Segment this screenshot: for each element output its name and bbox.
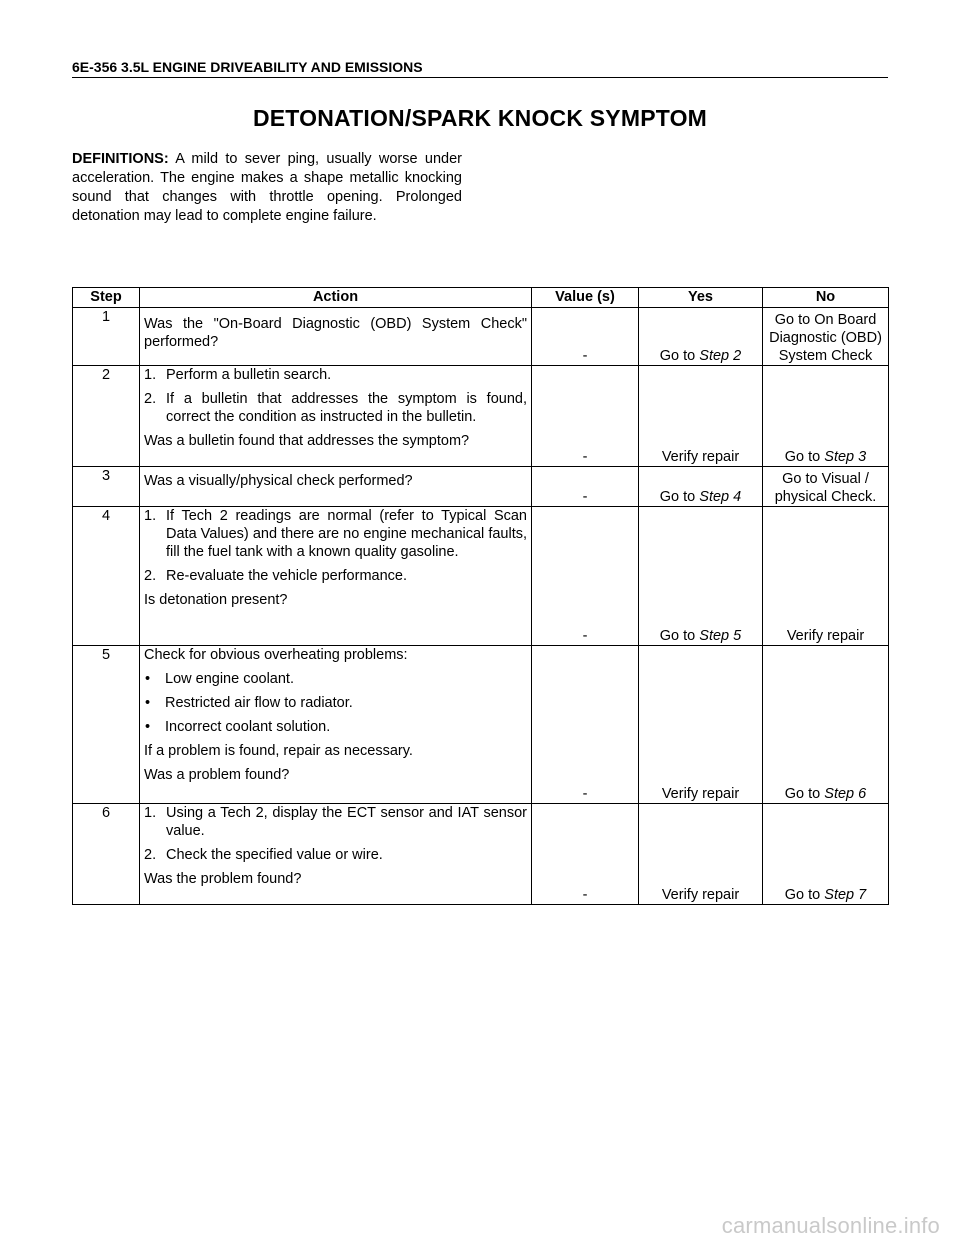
value-cell: -	[532, 366, 639, 467]
action-bullet-item: • Restricted air flow to radiator.	[145, 695, 353, 711]
no-step-ref: Step 6	[824, 786, 867, 802]
table-row	[73, 366, 889, 467]
no-text: Go to On Board Diagnostic (OBD) System Check	[769, 312, 882, 364]
definitions-text: A mild to sever ping, usually worse under acceleration. The engine makes a shape metallic knocking sound that changes with throttle opening. Prolonged detonation may lead to complete engine failure.	[72, 151, 462, 224]
step-number: 2	[73, 366, 140, 467]
col-header-action: Action	[140, 288, 532, 308]
value-cell: -	[532, 507, 639, 646]
yes-step-ref: Step 2	[699, 348, 742, 364]
yes-cell	[639, 366, 763, 467]
yes-cell	[639, 646, 763, 804]
no-cell	[763, 308, 889, 366]
watermark: carmanualsonline.info	[721, 1213, 940, 1238]
no-text: Go to	[784, 887, 825, 903]
action-question: Was the "On-Board Diagnostic (OBD) System Check" performed?	[144, 316, 527, 350]
action-cell	[140, 467, 532, 507]
action-step-item: 1. Using a Tech 2, display the ECT sensor and IAT sensor value.	[144, 805, 527, 839]
no-cell	[763, 366, 889, 467]
action-question: Was a visually/physical check performed?	[144, 473, 413, 489]
action-question: Was the problem found?	[144, 871, 302, 887]
no-text: Go to	[784, 449, 825, 465]
definitions-label: DEFINITIONS:	[72, 151, 169, 167]
table-row	[73, 507, 889, 646]
table-row	[73, 467, 889, 507]
yes-text: Verify repair	[661, 786, 740, 802]
col-header-no: No	[763, 288, 889, 308]
yes-cell	[639, 308, 763, 366]
no-text: Verify repair	[786, 628, 865, 644]
step-number: 1	[73, 308, 140, 366]
col-header-step: Step	[73, 288, 140, 308]
yes-text: Go to	[659, 628, 700, 644]
action-step-item: 2. Check the specified value or wire.	[144, 847, 383, 863]
step-number: 4	[73, 507, 140, 646]
definitions-paragraph	[72, 150, 462, 226]
action-step-item: 2. Re-evaluate the vehicle performance.	[144, 568, 407, 584]
yes-step-ref: Step 5	[699, 628, 742, 644]
value-cell: -	[532, 646, 639, 804]
action-question: Is detonation present?	[144, 592, 288, 608]
col-header-yes: Yes	[639, 288, 763, 308]
action-intro: Check for obvious overheating problems:	[144, 647, 408, 663]
col-header-value: Value (s)	[532, 288, 639, 308]
value-cell: -	[532, 308, 639, 366]
table-row	[73, 646, 889, 804]
yes-cell	[639, 507, 763, 646]
action-step-item: 2. If a bulletin that addresses the symptom is found, correct the condition as instructed in the bulletin.	[144, 391, 527, 425]
table-row	[73, 804, 889, 905]
value-cell: -	[532, 467, 639, 507]
action-question: Was a bulletin found that addresses the symptom?	[144, 433, 470, 449]
yes-text: Go to	[659, 489, 700, 505]
action-cell	[140, 646, 532, 804]
action-bullet-item: • Incorrect coolant solution.	[145, 719, 331, 735]
action-cell	[140, 507, 532, 646]
yes-cell	[639, 804, 763, 905]
no-text: Go to Visual / physical Check.	[774, 471, 877, 505]
action-note: If a problem is found, repair as necessary.	[144, 743, 413, 759]
step-number: 3	[73, 467, 140, 507]
step-number: 6	[73, 804, 140, 905]
yes-text: Verify repair	[661, 887, 740, 903]
step-number: 5	[73, 646, 140, 804]
no-text: Go to	[784, 786, 825, 802]
action-cell	[140, 366, 532, 467]
action-step-item: 1. Perform a bulletin search.	[144, 367, 332, 383]
diagnostic-table	[72, 287, 889, 905]
action-step-item: 1. If Tech 2 readings are normal (refer to Typical Scan Data Values) and there are no engine mechanical faults, fill the fuel tank with a known quality gasoline.	[144, 508, 527, 560]
no-cell	[763, 467, 889, 507]
action-bullet-item: • Low engine coolant.	[145, 671, 294, 687]
page-title: DETONATION/SPARK KNOCK SYMPTOM	[252, 105, 708, 131]
action-question: Was a problem found?	[144, 767, 290, 783]
yes-step-ref: Step 4	[699, 489, 742, 505]
yes-cell	[639, 467, 763, 507]
yes-text: Verify repair	[661, 449, 740, 465]
page-header: 6E-356 3.5L ENGINE DRIVEABILITY AND EMISSIONS	[72, 58, 888, 78]
no-step-ref: Step 7	[824, 887, 867, 903]
action-cell	[140, 804, 532, 905]
action-cell	[140, 308, 532, 366]
yes-text: Go to	[659, 348, 700, 364]
no-cell	[763, 507, 889, 646]
value-cell: -	[532, 804, 639, 905]
table-header-row	[73, 288, 889, 308]
no-cell	[763, 804, 889, 905]
no-step-ref: Step 3	[824, 449, 867, 465]
table-row	[73, 308, 889, 366]
no-cell	[763, 646, 889, 804]
